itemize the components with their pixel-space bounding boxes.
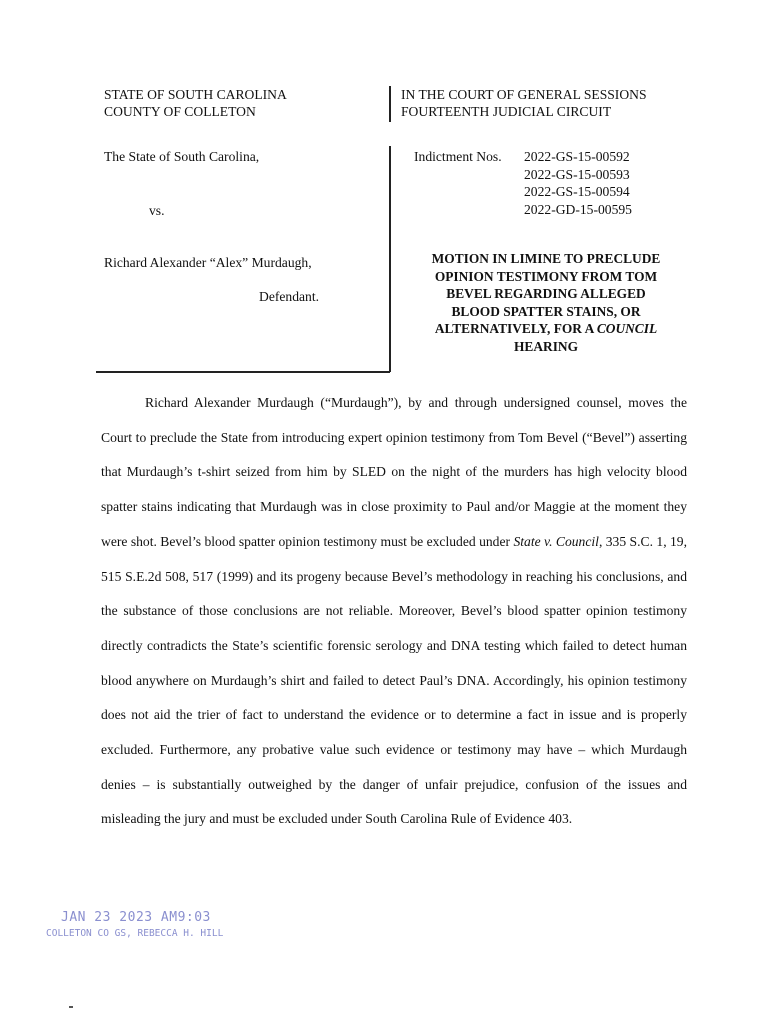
indictment-label: Indictment Nos. [414, 149, 502, 164]
motion-title-prefix: ALTERNATIVELY, FOR A [434, 321, 597, 336]
indictment-numbers [524, 148, 632, 218]
motion-title-line: HEARING [514, 338, 578, 354]
body-text-part2: , 335 S.C. 1, 19, 515 S.E.2d 508, 517 (1999) and its progeny because Bevel’s methodology in reaching his conclusions, and the substance of those conclusions are not reliable. Moreover, Bevel’s blood spatter opinion testimony directly contradicts the State’s scientific forensic serology and DNA testing which failed to detect human blood anywhere on Murdaugh’s shirt and failed to detect Paul’s DNA. Accordingly, his opinion testimony does not aid the trier of fact to understand the evidence or to determine a fact in issue and is properly excluded. Furthermore, any probative value such evidence or testimony may have – which Murdaugh denies – is substantially outweighed by the danger of unfair prejudice, confusion of the issues and misleading the jury and must be excluded under South Carolina Rule of Evidence 403. [101, 533, 687, 827]
indictment-number: 2022-GS-15-00593 [524, 166, 630, 182]
indictment-number: 2022-GS-15-00592 [524, 149, 630, 164]
scan-mark [69, 1006, 73, 1008]
caption-right-line1: IN THE COURT OF GENERAL SESSIONS [401, 87, 647, 102]
versus-label: vs. [149, 203, 165, 218]
indictment-number: 2022-GD-15-00595 [524, 201, 632, 217]
caption-right-line2: FOURTEENTH JUDICIAL CIRCUIT [401, 104, 612, 119]
defendant-role: Defendant. [259, 289, 320, 304]
body-paragraph [101, 386, 687, 837]
caption-divider-top [389, 86, 391, 122]
caption-left-line1: STATE OF SOUTH CAROLINA [104, 87, 287, 102]
motion-title-case: COUNCIL [596, 321, 658, 336]
motion-body [101, 386, 687, 837]
caption-bottom-rule [96, 371, 390, 373]
body-text-part1: Richard Alexander Murdaugh (“Murdaugh”), by and through undersigned counsel, moves the Court to preclude the State from introducing expert opinion testimony from Tom Bevel (“Bevel”) asserting that Murdaugh’s t-shirt seized from him by SLED on the night of the murders has high velocity blood spatter stains indicating that Murdaugh was in close proximity to Paul and/or Maggie at the moment they were shot. Bevel’s blood spatter opinion testimony must be excluded under [101, 395, 687, 549]
motion-title-line: OPINION TESTIMONY FROM TOM [434, 268, 658, 284]
indictment-number: 2022-GS-15-00594 [524, 184, 630, 199]
defendant-name: Richard Alexander “Alex” Murdaugh, [104, 255, 312, 270]
motion-title-line: BLOOD SPATTER STAINS, OR [451, 303, 641, 319]
filing-stamp-date: JAN 23 2023 AM9:03 [61, 910, 211, 925]
motion-title [396, 250, 696, 355]
motion-title-line: BEVEL REGARDING ALLEGED [446, 286, 646, 301]
case-citation: State v. Council [513, 533, 599, 549]
plaintiff-name: The State of South Carolina, [104, 149, 260, 164]
caption-divider-main [389, 146, 391, 372]
motion-title-line: MOTION IN LIMINE TO PRECLUDE [431, 251, 661, 266]
caption-left-line2: COUNTY OF COLLETON [104, 104, 256, 119]
motion-title-line [396, 320, 696, 338]
filing-stamp-clerk: COLLETON CO GS, REBECCA H. HILL [46, 928, 224, 939]
